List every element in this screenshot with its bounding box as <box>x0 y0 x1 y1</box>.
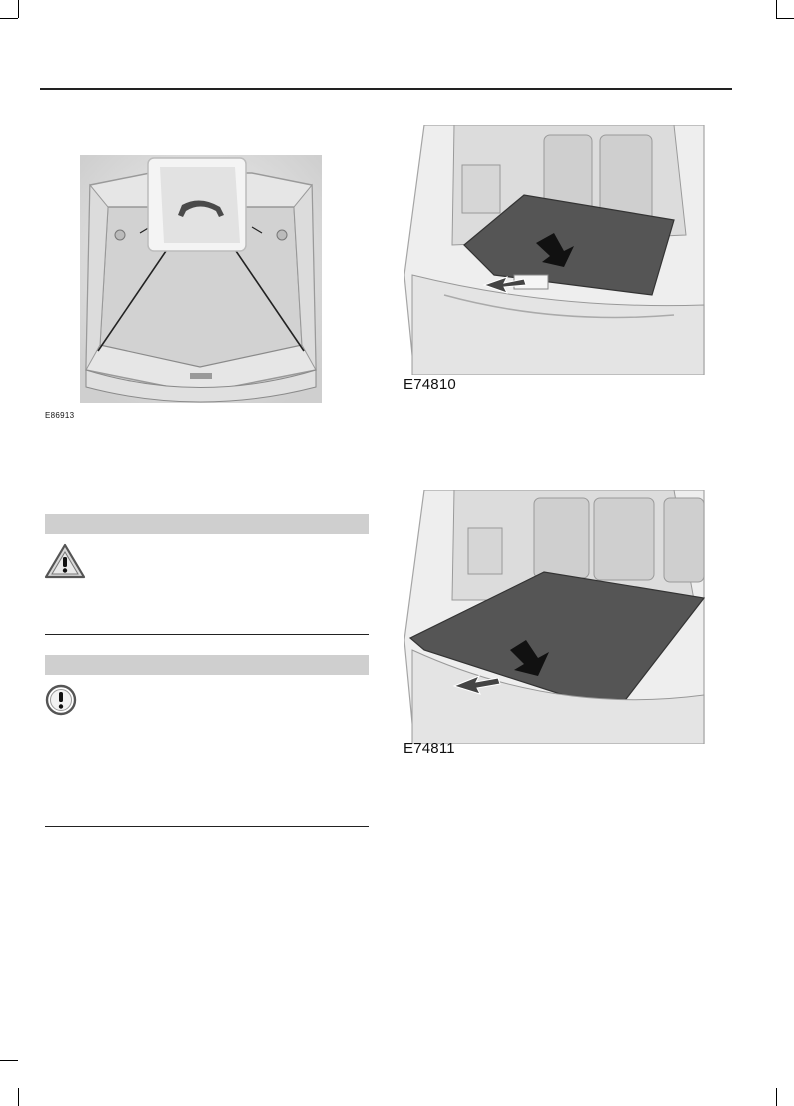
figure-load-cover-handle <box>80 155 322 403</box>
warning-triangle-icon <box>44 543 86 584</box>
warning-bottom-rule <box>45 634 369 635</box>
crop-mark-top-left-horizontal <box>0 18 18 19</box>
warning-header-bar <box>45 514 369 534</box>
load-floor-extended-illustration <box>404 490 714 744</box>
crop-mark-top-left-vertical <box>18 0 19 18</box>
crop-mark-top-right-horizontal <box>776 18 794 19</box>
crop-mark-bottom-left-vertical <box>18 1088 19 1106</box>
figure-load-floor-extended <box>404 490 714 744</box>
load-floor-removal-illustration <box>404 125 714 375</box>
figure-code-e86913: E86913 <box>45 411 75 420</box>
figure-code-e74810: E74810 <box>403 376 456 393</box>
caution-header-bar <box>45 655 369 675</box>
luggage-compartment-handle-illustration <box>80 155 322 403</box>
figure-load-floor-out <box>404 125 714 375</box>
crop-mark-bottom-left-horizontal <box>0 1060 18 1061</box>
header-rule <box>40 88 732 90</box>
caution-bottom-rule <box>45 826 369 827</box>
figure-code-e74811: E74811 <box>403 740 455 757</box>
crop-mark-top-right-vertical <box>776 0 777 18</box>
crop-mark-bottom-right-vertical <box>776 1088 777 1106</box>
exclamation-circle-icon <box>45 684 77 721</box>
